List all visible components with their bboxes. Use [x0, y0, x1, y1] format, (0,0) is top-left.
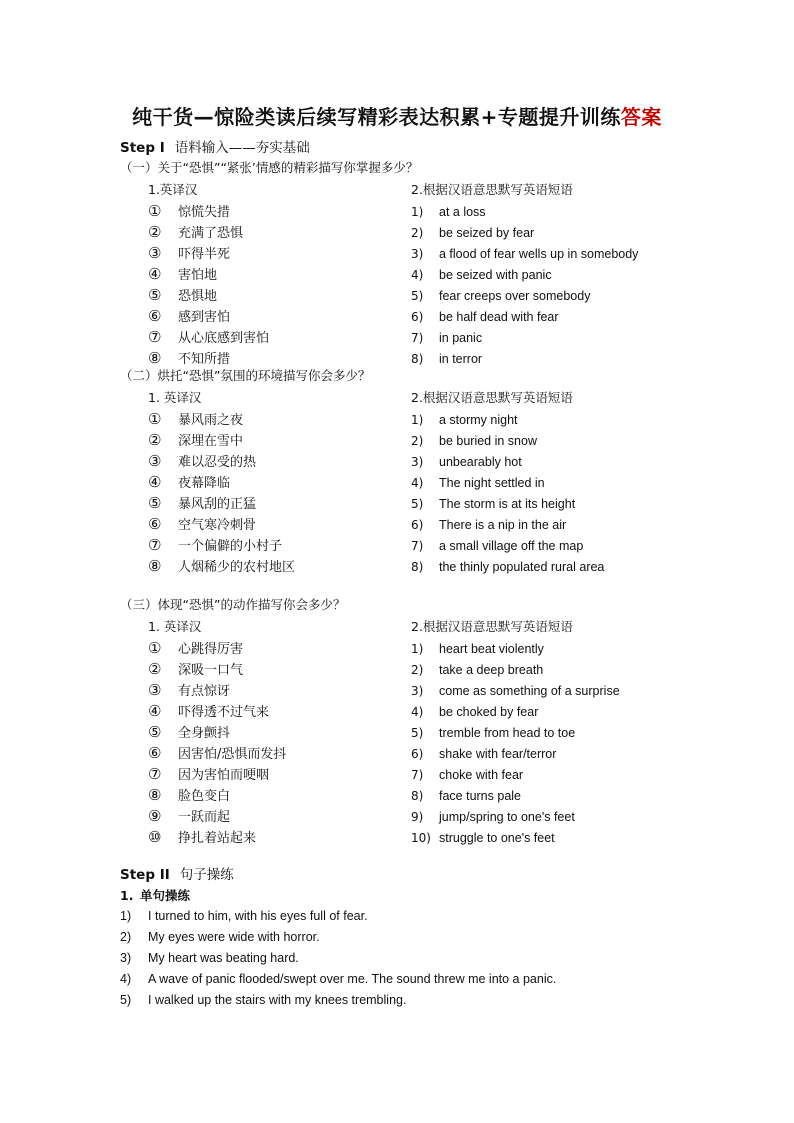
- item-text: 吓得半死: [178, 247, 231, 262]
- list-item: [148, 535, 282, 555]
- item-text: 吓得透不过气来: [178, 705, 270, 720]
- item-number: 6): [411, 518, 424, 532]
- item-number: 5): [411, 289, 424, 303]
- list-item: [411, 535, 583, 555]
- item-number: ①: [148, 639, 162, 657]
- list-item: [411, 764, 523, 784]
- list-item: [148, 327, 269, 347]
- list-item: [148, 722, 230, 742]
- item-number: ⑥: [148, 307, 162, 325]
- item-number: 4): [411, 705, 424, 719]
- item-text: 害怕地: [178, 268, 218, 283]
- item-text: a stormy night: [439, 413, 518, 427]
- section-1-heading: （一）关于“恐惧”“紧张’情感的精彩描写你掌握多少？: [120, 160, 419, 175]
- title-main: 纯干货—惊险类读后续写精彩表达积累+专题提升训练: [132, 105, 621, 129]
- item-number: 8): [411, 352, 424, 366]
- list-item: [148, 764, 269, 784]
- list-item: [148, 285, 217, 305]
- item-text: 一个偏僻的小村子: [178, 539, 283, 554]
- list-item: [411, 701, 538, 721]
- item-text: unbearably hot: [439, 455, 522, 469]
- item-number: ②: [148, 660, 162, 678]
- list-item: [411, 493, 575, 513]
- sentence-item: [120, 927, 320, 947]
- item-text: The storm is at its height: [439, 497, 576, 511]
- item-number: 8): [411, 560, 424, 574]
- item-number: ④: [148, 265, 162, 283]
- item-text: heart beat violently: [439, 642, 544, 656]
- item-text: be seized by fear: [439, 226, 535, 240]
- list-item: [148, 264, 217, 284]
- section-3-right-head: 2.根据汉语意思默写英语短语: [411, 619, 573, 634]
- item-number: 6): [411, 747, 424, 761]
- item-text: 不知所措: [178, 352, 231, 367]
- item-text: the thinly populated rural area: [439, 560, 605, 574]
- item-number: ⑩: [148, 828, 162, 846]
- item-text: 因害怕/恐惧而发抖: [178, 747, 287, 762]
- item-text: a small village off the map: [439, 539, 584, 553]
- list-item: [411, 327, 482, 347]
- item-number: ③: [148, 244, 162, 262]
- list-item: [411, 722, 575, 742]
- item-number: 7): [411, 768, 424, 782]
- item-number: 5): [411, 497, 424, 511]
- step2-text: 句子操练: [179, 867, 234, 883]
- item-text: come as something of a surprise: [439, 684, 620, 698]
- item-text: 空气寒冷刺骨: [178, 518, 257, 533]
- list-item: [411, 743, 556, 763]
- list-item: [148, 743, 286, 763]
- item-text: 深埋在雪中: [178, 434, 244, 449]
- item-number: ⑧: [148, 349, 162, 367]
- list-item: [148, 348, 230, 368]
- item-number: 4): [411, 268, 424, 282]
- item-number: ④: [148, 702, 162, 720]
- item-number: 3): [411, 247, 424, 261]
- item-number: ⑥: [148, 515, 162, 533]
- item-number: 3): [411, 684, 424, 698]
- list-item: [411, 556, 604, 576]
- item-number: 1): [411, 205, 424, 219]
- item-text: 深吸一口气: [178, 663, 244, 678]
- item-number: ⑦: [148, 536, 162, 554]
- item-text: 心跳得厉害: [178, 642, 244, 657]
- list-item: [411, 638, 544, 658]
- list-item: [411, 785, 521, 805]
- section-1-right-head: 2.根据汉语意思默写英语短语: [411, 182, 573, 197]
- item-number: ①: [148, 202, 162, 220]
- sentence-item: [120, 906, 368, 926]
- list-item: [148, 451, 256, 471]
- sentence-text: I turned to him, with his eyes full of fear.: [148, 909, 368, 923]
- list-item: [148, 409, 243, 429]
- item-number: 8): [411, 789, 424, 803]
- sentence-number: 3): [120, 951, 132, 965]
- item-number: 9): [411, 810, 424, 824]
- section-1-left-head: 1.英译汉: [148, 182, 198, 197]
- item-number: ①: [148, 410, 162, 428]
- item-number: 5): [411, 726, 424, 740]
- item-text: fear creeps over somebody: [439, 289, 591, 303]
- list-item: [148, 827, 256, 847]
- list-item: [148, 201, 230, 221]
- list-item: [411, 451, 522, 471]
- item-text: be choked by fear: [439, 705, 539, 719]
- item-text: 有点惊讶: [178, 684, 231, 699]
- document-title: [0, 104, 794, 130]
- list-item: [411, 680, 620, 700]
- item-number: ⑤: [148, 286, 162, 304]
- section-2-left-head: 1. 英译汉: [148, 390, 202, 405]
- item-number: 10): [411, 831, 431, 845]
- item-text: be half dead with fear: [439, 310, 559, 324]
- item-number: ⑦: [148, 765, 162, 783]
- item-number: 4): [411, 476, 424, 490]
- step1-heading: [120, 139, 310, 157]
- subsection-number: 1.: [120, 888, 134, 903]
- list-item: [148, 472, 230, 492]
- list-item: [411, 659, 543, 679]
- list-item: [411, 348, 482, 368]
- list-item: [411, 430, 537, 450]
- step1-tag: Step I: [120, 140, 165, 156]
- sentence-number: 2): [120, 930, 132, 944]
- item-text: jump/spring to one's feet: [439, 810, 575, 824]
- list-item: [148, 514, 256, 534]
- section-3-left-head: 1. 英译汉: [148, 619, 202, 634]
- item-text: 感到害怕: [178, 310, 231, 325]
- item-text: choke with fear: [439, 768, 524, 782]
- sentence-text: My eyes were wide with horror.: [148, 930, 320, 944]
- item-text: 夜幕降临: [178, 476, 231, 491]
- list-item: [148, 243, 230, 263]
- item-text: a flood of fear wells up in somebody: [439, 247, 639, 261]
- item-number: 1): [411, 413, 424, 427]
- item-number: 1): [411, 642, 424, 656]
- list-item: [148, 701, 269, 721]
- item-text: 挣扎着站起来: [178, 831, 257, 846]
- item-text: 全身颤抖: [178, 726, 231, 741]
- list-item: [411, 201, 486, 221]
- list-item: [411, 409, 518, 429]
- list-item: [148, 556, 295, 576]
- item-text: 一跃而起: [178, 810, 231, 825]
- step1-text: 语料输入——夯实基础: [174, 140, 310, 156]
- item-number: ⑧: [148, 557, 162, 575]
- sentence-item: [120, 990, 406, 1010]
- item-text: 暴风雨之夜: [178, 413, 244, 428]
- list-item: [148, 638, 243, 658]
- item-text: at a loss: [439, 205, 486, 219]
- item-number: ⑤: [148, 494, 162, 512]
- item-number: ③: [148, 681, 162, 699]
- list-item: [411, 472, 545, 492]
- list-item: [148, 222, 243, 242]
- subsection-heading: [120, 887, 190, 905]
- item-number: 7): [411, 331, 424, 345]
- list-item: [148, 680, 230, 700]
- item-text: take a deep breath: [439, 663, 544, 677]
- item-number: ⑥: [148, 744, 162, 762]
- item-text: struggle to one's feet: [439, 831, 555, 845]
- list-item: [148, 659, 243, 679]
- item-number: ⑧: [148, 786, 162, 804]
- item-text: shake with fear/terror: [439, 747, 557, 761]
- sentence-number: 5): [120, 993, 132, 1007]
- item-text: 人烟稀少的农村地区: [178, 560, 296, 575]
- list-item: [411, 306, 559, 326]
- item-text: The night settled in: [439, 476, 545, 490]
- item-number: 3): [411, 455, 424, 469]
- item-number: 2): [411, 226, 424, 240]
- item-text: in terror: [439, 352, 483, 366]
- list-item: [148, 493, 256, 513]
- list-item: [148, 430, 243, 450]
- item-text: be buried in snow: [439, 434, 537, 448]
- subsection-title: 单句操练: [140, 888, 191, 903]
- item-number: ②: [148, 431, 162, 449]
- section-3-heading: （三）体现“恐惧”的动作描写你会多少？: [120, 597, 346, 612]
- item-number: ⑤: [148, 723, 162, 741]
- item-number: ⑦: [148, 328, 162, 346]
- list-item: [411, 264, 552, 284]
- step2-heading: [120, 866, 234, 884]
- item-number: 6): [411, 310, 424, 324]
- item-text: 难以忍受的热: [178, 455, 257, 470]
- item-text: tremble from head to toe: [439, 726, 576, 740]
- section-2-right-head: 2.根据汉语意思默写英语短语: [411, 390, 573, 405]
- item-text: 脸色变白: [178, 789, 231, 804]
- item-number: 2): [411, 663, 424, 677]
- list-item: [411, 514, 566, 534]
- sentence-item: [120, 969, 556, 989]
- sentence-number: 1): [120, 909, 132, 923]
- section-2-heading: （二）烘托“恐惧”氛围的环境描写你会多少？: [120, 368, 371, 383]
- list-item: [411, 806, 575, 826]
- item-text: be seized with panic: [439, 268, 552, 282]
- item-text: 暴风刮的正猛: [178, 497, 257, 512]
- item-number: 2): [411, 434, 424, 448]
- item-number: ③: [148, 452, 162, 470]
- list-item: [148, 306, 230, 326]
- list-item: [411, 243, 638, 263]
- item-text: 恐惧地: [178, 289, 218, 304]
- item-text: in panic: [439, 331, 483, 345]
- item-text: There is a nip in the air: [439, 518, 567, 532]
- sentence-item: [120, 948, 299, 968]
- item-text: 因为害怕而哽咽: [178, 768, 270, 783]
- item-text: 从心底感到害怕: [178, 331, 270, 346]
- step2-tag: Step II: [120, 867, 170, 883]
- item-number: ②: [148, 223, 162, 241]
- item-text: 充满了恐惧: [178, 226, 244, 241]
- sentence-text: My heart was beating hard.: [148, 951, 299, 965]
- list-item: [411, 285, 590, 305]
- list-item: [411, 222, 534, 242]
- item-number: ⑨: [148, 807, 162, 825]
- sentence-text: I walked up the stairs with my knees trembling.: [148, 993, 407, 1007]
- item-text: face turns pale: [439, 789, 521, 803]
- title-accent: 答案: [620, 105, 662, 129]
- sentence-text: A wave of panic flooded/swept over me. The sound threw me into a panic.: [148, 972, 557, 986]
- item-number: 7): [411, 539, 424, 553]
- list-item: [148, 785, 230, 805]
- item-text: 惊慌失措: [178, 205, 231, 220]
- list-item: [411, 827, 555, 847]
- item-number: ④: [148, 473, 162, 491]
- list-item: [148, 806, 230, 826]
- sentence-number: 4): [120, 972, 132, 986]
